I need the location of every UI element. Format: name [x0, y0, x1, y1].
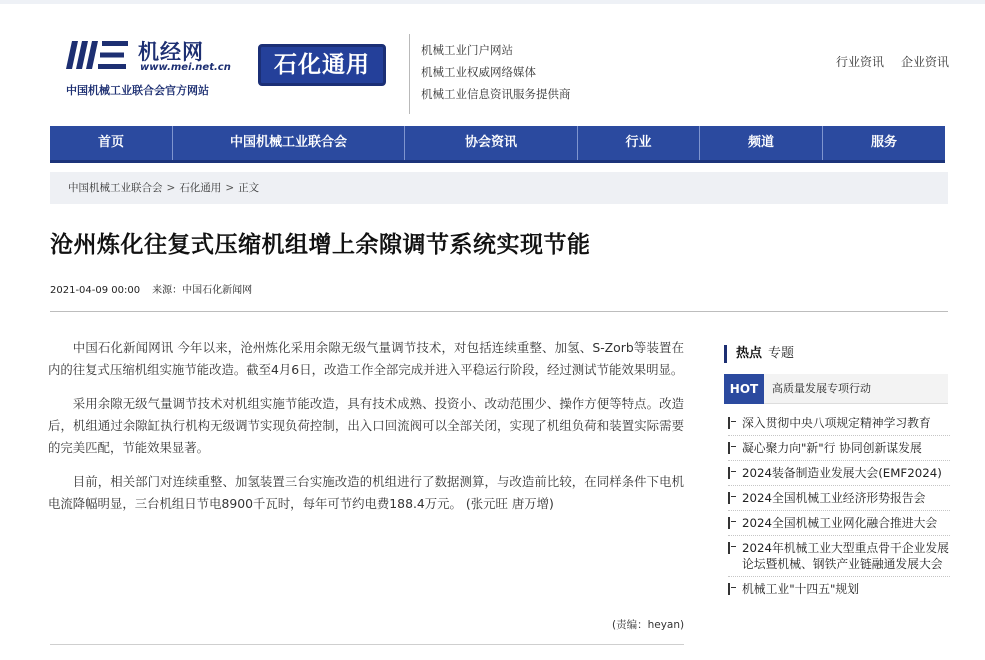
- article-source: 来源：中国石化新闻网: [152, 285, 253, 296]
- breadcrumb: [50, 172, 948, 204]
- nav-item-association-news[interactable]: 协会资讯: [405, 126, 578, 160]
- list-bullet: [728, 517, 730, 529]
- title-divider: [50, 311, 948, 312]
- link-industry-news[interactable]: 行业资讯: [836, 55, 885, 69]
- hot-topic-link[interactable]: 高质量发展专项行动: [772, 382, 871, 395]
- article-date: 2021-04-09 00:00: [50, 285, 141, 296]
- list-item[interactable]: [728, 414, 950, 436]
- hot-badge: HOT: [724, 374, 764, 404]
- sidebar-heading-topics[interactable]: 专题: [768, 346, 795, 361]
- channel-badge[interactable]: 石化通用: [258, 44, 386, 86]
- list-item[interactable]: [728, 514, 950, 536]
- header-divider: [409, 34, 410, 114]
- article-meta: [50, 281, 252, 296]
- nav-item-federation[interactable]: 中国机械工业联合会: [173, 126, 405, 160]
- breadcrumb-channel[interactable]: 石化通用: [179, 182, 222, 194]
- topic-link-2[interactable]: 凝心聚力向"新"行 协同创新谋发展: [742, 441, 922, 455]
- nav-underline: [50, 160, 945, 163]
- logo-url: www.mei.net.cn: [140, 62, 231, 73]
- topic-link-3[interactable]: 2024装备制造业发展大会(EMF2024): [742, 466, 942, 480]
- list-bullet: [728, 583, 730, 595]
- tagline-2: 机械工业权威网络媒体: [421, 65, 536, 79]
- sidebar-heading: [724, 345, 794, 363]
- list-item[interactable]: [728, 539, 950, 577]
- breadcrumb-separator: >: [166, 182, 176, 194]
- breadcrumb-current: 正文: [238, 182, 260, 194]
- list-item[interactable]: [728, 580, 950, 601]
- list-item[interactable]: [728, 439, 950, 461]
- breadcrumb-separator: >: [225, 182, 235, 194]
- nav-item-service[interactable]: 服务: [870, 135, 897, 150]
- list-bullet: [728, 492, 730, 504]
- list-bullet: [728, 542, 730, 554]
- nav-item-industry[interactable]: 行业: [578, 126, 700, 160]
- link-company-news[interactable]: 企业资讯: [901, 55, 950, 69]
- breadcrumb-federation[interactable]: 中国机械工业联合会: [68, 182, 163, 194]
- logo-name: 机经网: [138, 40, 204, 64]
- topic-list: [728, 414, 950, 604]
- tagline-1: 机械工业门户网站: [421, 43, 513, 57]
- article-paragraph-1: 中国石化新闻网讯 今年以来，沧州炼化采用余隙无级气量调节技术，对包括连续重整、加氢、S-Zorb等装置在内的往复式压缩机组实施节能改造。截至4月6日，改造工作全部完成并进入平稳运行阶段，经过测试节能效果明显。: [48, 340, 684, 377]
- list-item[interactable]: [728, 489, 950, 511]
- article-title: 沧州炼化往复式压缩机组增上余隙调节系统实现节能: [50, 232, 591, 258]
- article-end-divider: [50, 644, 684, 645]
- list-bullet: [728, 442, 730, 454]
- nav-item-channel[interactable]: 频道: [700, 126, 823, 160]
- topic-link-5[interactable]: 2024全国机械工业网化融合推进大会: [742, 516, 938, 530]
- logo-subtitle: 中国机械工业联合会官方网站: [66, 84, 209, 97]
- topic-link-7[interactable]: 机械工业"十四五"规划: [742, 582, 860, 596]
- list-item[interactable]: [728, 464, 950, 486]
- site-logo[interactable]: [66, 38, 231, 98]
- tagline-3: 机械工业信息资讯服务提供商: [421, 87, 571, 101]
- nav-item-home[interactable]: 首页: [50, 126, 173, 160]
- topic-link-4[interactable]: 2024全国机械工业经济形势报告会: [742, 491, 926, 505]
- list-bullet: [728, 467, 730, 479]
- article-paragraph-3: 目前，相关部门对连续重整、加氢装置三台实施改造的机组进行了数据测算，与改造前比较，在同样条件下电机电流降幅明显，三台机组日节电8900千瓦时，每年可节约电费188.4万元。 (张元旺 唐万增): [48, 474, 684, 511]
- sidebar-heading-hot[interactable]: 热点: [736, 346, 763, 361]
- article-editor: (责编：heyan): [612, 619, 685, 631]
- mei-logo-icon: [66, 41, 130, 69]
- top-strip: [0, 0, 985, 4]
- main-nav: [50, 126, 945, 160]
- hot-topic-bar[interactable]: [724, 374, 948, 404]
- topic-link-1[interactable]: 深入贯彻中央八项规定精神学习教育: [742, 416, 931, 430]
- article-body: [48, 337, 684, 527]
- topic-link-6[interactable]: 2024年机械工业大型重点骨干企业发展论坛暨机械、钢铁产业链融通发展大会: [742, 541, 949, 571]
- list-bullet: [728, 417, 730, 429]
- article-paragraph-2: 采用余隙无级气量调节技术对机组实施节能改造，具有技术成熟、投资小、改动范围少、操作方便等特点。改造后，机组通过余隙缸执行机构无级调节实现负荷控制，出入口回流阀可以全部关闭，实现了机组负荷和装置实际需要的完美匹配，节能效果显著。: [48, 396, 684, 455]
